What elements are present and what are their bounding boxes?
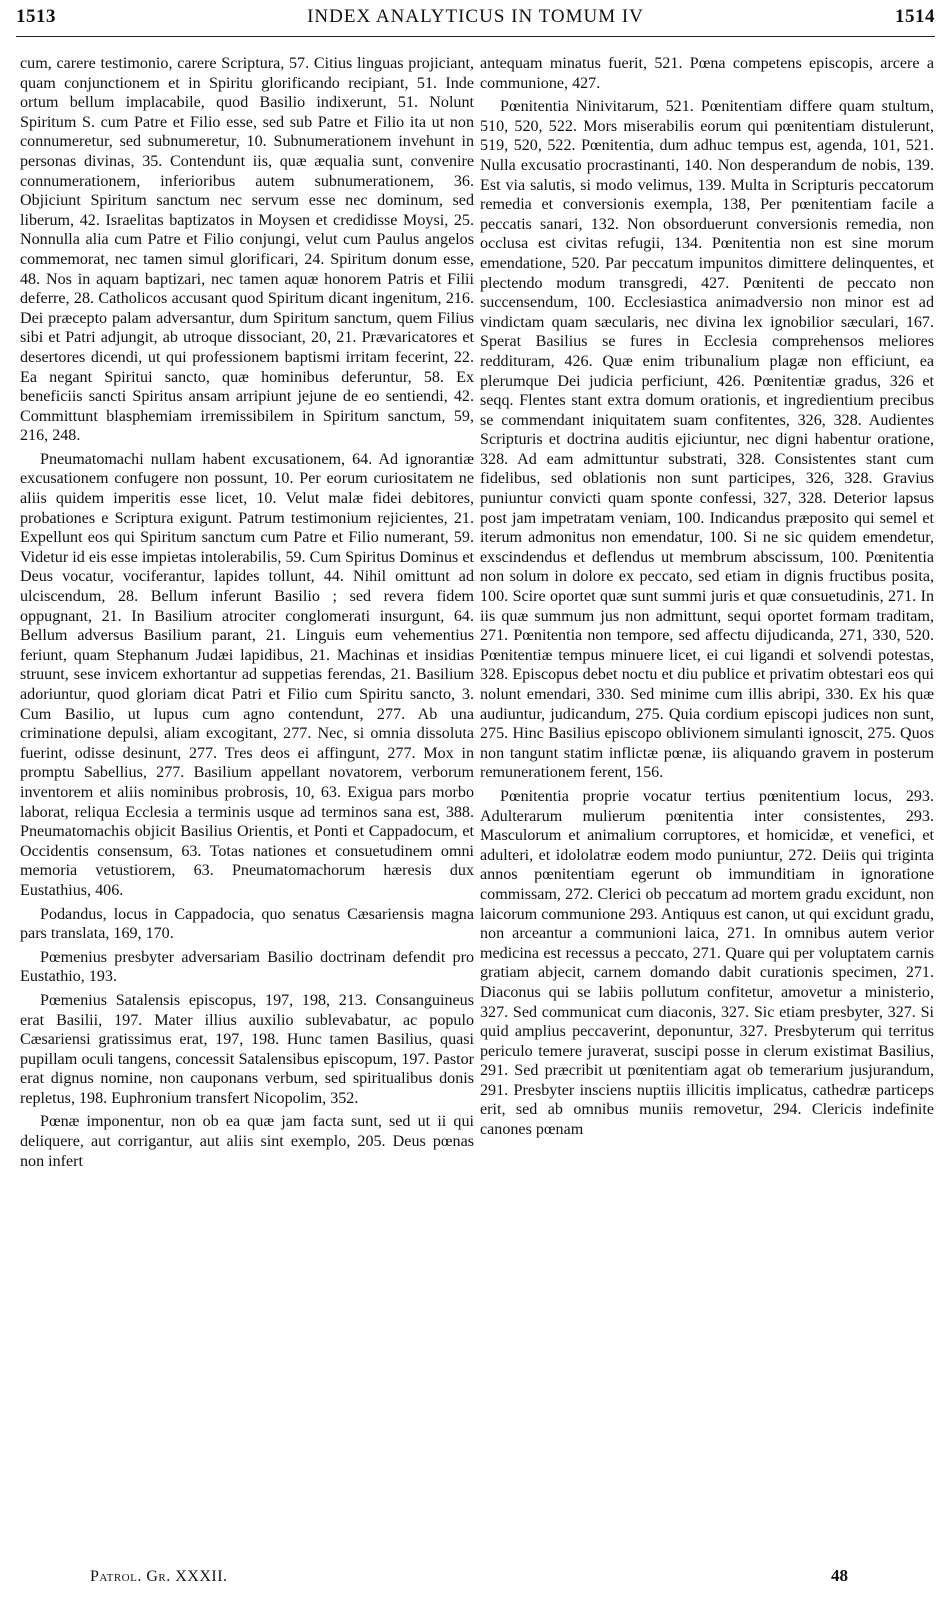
sheet-number: 48 <box>831 1566 848 1585</box>
index-paragraph: antequam minatus fuerit, 521. Pœna competens episcopis, arcere a communione, 427. <box>480 55 934 92</box>
index-paragraph: Pœmenius Satalensis episcopus, 197, 198, 213. Consanguineus erat Basilii, 197. Mater illius auxilio sublevabatur, ac populo Cæsariensi gratissimus erat, 197, 198. Hunc tamen Basilius, quasi pupillam oculi tangens, concessit Satalensibus episcopum, 197. Pastor erat dignus nomine, non cauponans verbum, sed spiritualibus donis repletus, 198. Euphronium transfert Nicopolim, 352. <box>20 991 474 1107</box>
index-paragraph: cum, carere testimonio, carere Scriptura, 57. Citius linguas projiciant, quam conjunctionem et in Spiritu glorificando recipiant, 51. Inde ortum bellum implacabile, quod Basilio indixerunt, 51. Nolunt Spiritum S. cum Patre et Filio esse, sed sub Patre et Filio ita ut non connumeretur, sed subnumeretur, 10. Subnumerationem invehunt in personas divinas, 35. Contendunt iis, quæ æqualia sunt, convenire connumerationem, inferioribus autem subnumerationem, 36. Objiciunt Spiritum sanctum nec servum esse nec dominum, sed liberum, 42. Israelitas baptizatos in Moysen et credidisse Moysi, 25. Nonnulla alia cum Patre et Filio conjungi, velut cum Paulus angelos commemorat, nec tamen simul glorificari, 24. Spiritum donum esse, 48. Nos in aquam baptizari, nec tamen aquæ honorem Patris et Filii deferre, 28. Catholicos accusant quod Spiritum dicant ingenitum, 216. Dei præcepto palam adversantur, dum Spiritum sanctum, quem Filius sibi et Patri adjungit, ab utroque dissociant, 20, 21. Prævaricatores et desertores dicendi, ut qui professionem baptismi irritam fecerint, 22. Ea negant Spiritui sancto, quæ hominibus deferuntur, 58. Ex beneficiis sancti Spiritus ansam arripiunt jejune de eo sentiendi, 42. Committunt blasphemiam irremissibilem in Spiritum sanctum, 59, 216, 248. <box>20 55 474 445</box>
left-column-number: 1513 <box>16 6 56 27</box>
right-text-column <box>480 54 934 1564</box>
left-text-column <box>20 54 474 1564</box>
index-paragraph: Podandus, locus in Cappadocia, quo senatus Cæsariensis magna pars translata, 169, 170. <box>20 905 474 943</box>
right-column-number: 1514 <box>895 6 935 27</box>
running-title: INDEX ANALYTICUS IN TOMUM IV <box>307 6 644 27</box>
index-paragraph: Pœnitentia Ninivitarum, 521. Pœnitentiam differe quam stultum, 510, 520, 522. Mors miserabilis eorum qui pœnitentiam distulerunt, 519, 520, 522. Pœnitentia, dum adhuc tempus est, agenda, 101, 521. Nulla excusatio procrastinanti, 140. Non desperandum de nobis, 139. Est via salutis, si modo velimus, 139. Multa in Scripturis peccatorum remedia et conversionis exempla, 138, Per pœnitentiam facile a peccatis sanari, 132. Non obsorduerunt conversionis remedia, non occlusa est civitas refugii, 134. Pœnitentia non est sine morum emendatione, 520. Par peccatum impunitos dimittere delinquentes, et plectendo modum transgredi, 427. Pœnitenti de peccato non succensendum, 100. Ecclesiastica animadversio non minor est ad vindictam quam sæcularis, nec divina lex ignobilior sæculari, 167. Sperat Basilius se fures in Ecclesia comprehensos meliores reddituram, 426. Quæ enim tribunalium plagæ non efficiunt, ea plerumque Dei judicia perficiunt, 426. Pœnitentiæ gradus, 326 et seqq. Flentes stant extra domum orationis, et ingredientium precibus se commendant iniquitatem suam confitentes, 326, 328. Audientes Scripturis et doctrina auditis ejiciuntur, nec digni habentur oratione, 328. Ad eam admittuntur substrati, 328. Consistentes stant cum fidelibus, sed oblationis non sunt participes, 326, 328. Gravius puniuntur convicti quam sponte confessi, 327, 328. Deterior lapsus post jam impetratam veniam, 100. Indicandus præposito qui semel et iterum admonitus non emendatur, 100. Si ne sic quidem emendetur, exscindendus et deflendus ut membrum abscissum, 100. Pœnitentia non solum in dolore ex peccato, sed etiam in dignis fructibus posita, 100. Scire oportet quæ sunt summi juris et quæ consuetudinis, 271. In iis quæ summum jus non admittunt, sequi oportet formam traditam, 271. Pœnitentia non tempore, sed affectu dijudicanda, 271, 330, 520. Pœnitentiæ tempus minuere licet, ei cui ligandi et solvendi potestas, 328. Episcopus debet noctu et diu publice et privatim obtestari eos qui nolunt emendari, 330. Sed minime cum illis abripi, 330. Ex his quæ audiuntur, judicandum, 275. Quia cordium episcopi judices non sunt, 275. Hinc Basilius episcopo oblivionem simulanti ignoscit, 275. Quos non tangunt statim inflictæ pœnæ, iis aliquando gravem in posterum remunerationem ferent, 156. <box>480 98 934 782</box>
index-paragraph: Pœmenius presbyter adversariam Basilio doctrinam defendit pro Eustathio, 193. <box>20 948 474 986</box>
index-paragraph: Pœnæ imponentur, non ob ea quæ jam facta sunt, sed ut ii qui deliquere, aut corrigantur, aut aliis sint exemplo, 205. Deus pœnas non infert <box>20 1113 474 1170</box>
index-paragraph: Pneumatomachi nullam habent excusationem, 64. Ad ignorantiæ excusationem confugere non possunt, 10. Per eorum curiositatem ne aliis quidem imperitis esse licet, 10. Velut malæ fidei debitores, probationes e Scriptura exigunt. Patrum testimonium rejicientes, 21. Expellunt eos qui Spiritum sanctum cum Patre et Filio numerant, 59. Videtur id eis esse impietas intolerabilis, 59. Cum Spiritus Dominus et Deus vocatur, vociferantur, lapides tollunt, 44. Nihil omittunt ad ulciscendum, 28. Bellum inferunt Basilio ; sed revera fidem oppugnant, 21. In Basilium atrociter conglomerati insurgunt, 64. Bellum adversus Basilium parant, 21. Linguis eum vehementius feriunt, quam Stephanum Judæi lapidibus, 21. Machinas et insidias struunt, sese invicem exhortantur ad suppetias ferendas, 21. Basilium adoriuntur, quod gloriam dicat Patri et Filio cum Spiritu sancto, 3. Cum Basilio, ut lupus cum agno contendunt, 277. Ab una criminatione depulsi, aliam excogitant, 277. Nec, si omnia dissoluta fuerint, odisse desinunt, 277. Tres deos ei affingunt, 277. Mox in promptu Sabellius, 277. Basilium appellant novatorem, verborum inventorem et aliis nominibus probrosis, 10, 63. Exigua pars morbo laborat, reliqua Ecclesia a terminis usque ad terminos sana est, 388. Pneumatomachis objicit Basilius Orientis, et Ponti et Cappadocum, et Occidentis consensum, 63. Totas nationes et consuetudinem omni memoria vetustiorem, 63. Pneumatomachorum hæresis dux Eustathius, 406. <box>20 450 474 899</box>
volume-signature: Patrol. Gr. XXXII. <box>90 1568 228 1585</box>
running-head <box>16 6 935 37</box>
index-paragraph: Pœnitentia proprie vocatur tertius pœnitentium locus, 293. Adulterarum mulierum pœnitentia inter consistentes, 293. Masculorum et animalium corruptores, et homicidæ, et venefici, et adulteri, et idololatræ eodem modo puniuntur, 272. Deiis qui triginta annos pœnitentiam egerunt ob immunditiam in ignoratione commissam, 272. Clerici ob peccatum ad mortem gradu excidunt, non laicorum communione 293. Antiquus est canon, ut qui excidunt gradu, non arceantur a communioni laica, 271. In omnibus autem verior medicina est recessus a peccato, 271. Quare qui per voluptatem carnis gratiam abjecit, carnem domando dabit curationis specimen, 271. Diaconus qui se labiis pollutum confitetur, amovetur a ministerio, 327. Sed communicat cum diaconis, 327. Sic etiam presbyter, 327. Si quid amplius peccaverint, deponuntur, 327. Presbyterum qui territus periculo temere juraverat, suscipi posse in clerum existimat Basilius, 291. Sed præcribit ut pœnitentiam agat ob temerarium jusjurandum, 291. Presbyter insciens nuptiis illicitis implicatus, cathedræ particeps erit, sed ab omnibus muniis removetur, 294. Clericis indefinite canones pœnam <box>480 787 934 1139</box>
